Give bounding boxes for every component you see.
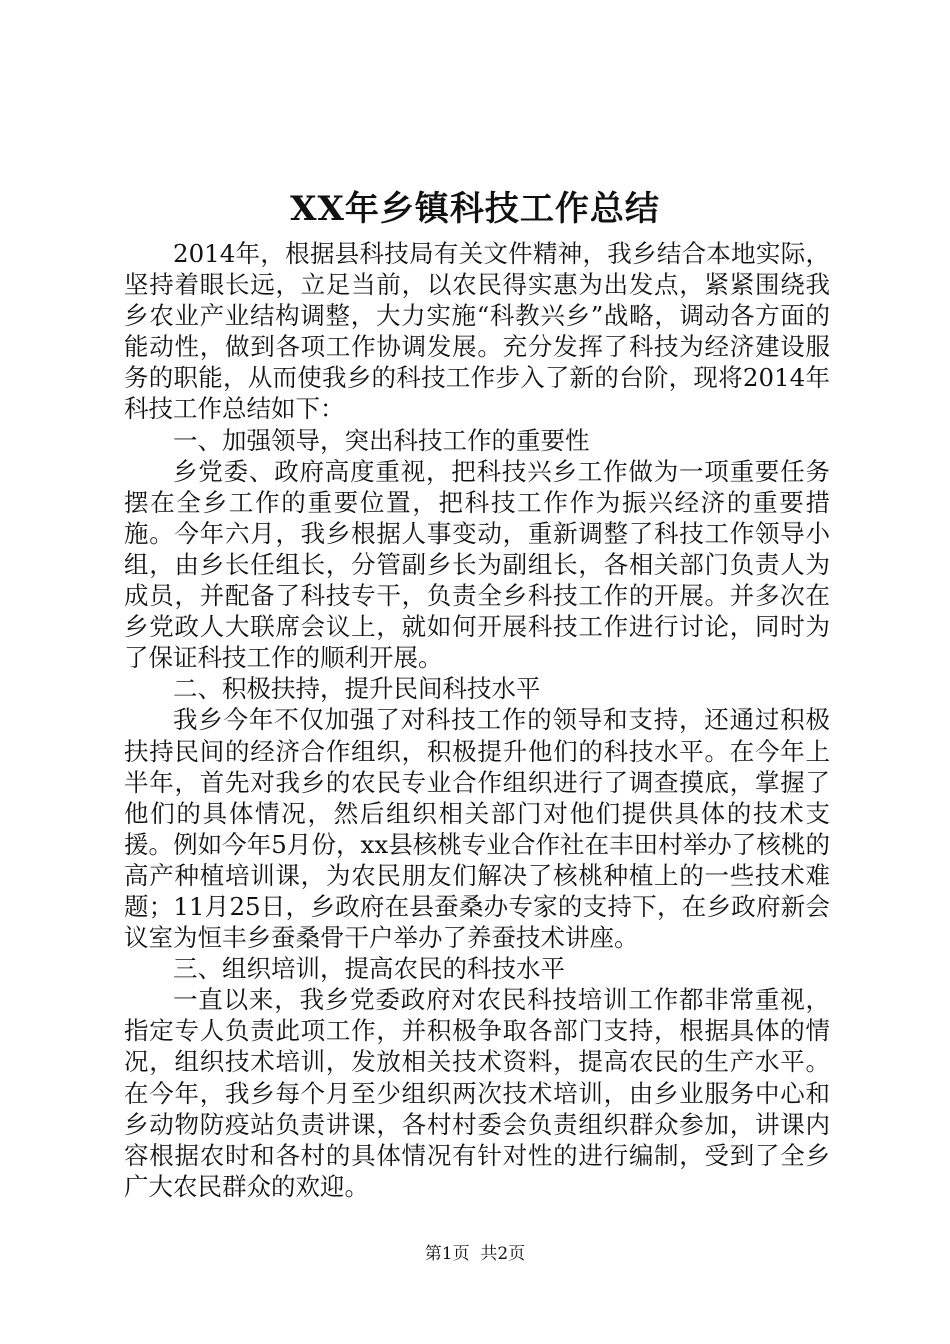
page-number-footer: 第1页 共2页 xyxy=(424,1244,526,1264)
paragraph-section-1: 乡党委、政府高度重视，把科技兴乡工作做为一项重要任务摆在全乡工作的重要位置，把科技工作作为振兴经济的重要措施。今年六月，我乡根据人事变动，重新调整了科技工作领导小组，由乡长任组长，分管副乡长为副组长，各相关部门负责人为成员，并配备了科技专干，负责全乡科技工作的开展。并多次在乡党政人大联席会议上，就如何开展科技工作进行讨论，同时为了保证科技工作的顺利开展。 xyxy=(124,456,830,673)
section-heading-1: 一、加强领导，突出科技工作的重要性 xyxy=(173,425,590,455)
paragraph-section-3: 一直以来，我乡党委政府对农民科技培训工作都非常重视，指定专人负责此项工作，并积极争取各部门支持，根据具体的情况，组织技术培训，发放相关技术资料，提高农民的生产水平。在今年，我乡每个月至少组织两次技术培训，由乡业服务中心和乡动物防疫站负责讲课，各村村委会负责组织群众参加，讲课内容根据农时和各村的具体情况有针对性的进行编制，受到了全乡广大农民群众的欢迎。 xyxy=(124,985,830,1201)
section-heading-3: 三、组织培训，提高农民的科技水平 xyxy=(173,954,565,984)
paragraph-section-2: 我乡今年不仅加强了对科技工作的领导和支持，还通过积极扶持民间的经济合作组织，积极提升他们的科技水平。在今年上半年，首先对我乡的农民专业合作组织进行了调查摸底，掌握了他们的具体情况，然后组织相关部门对他们提供具体的技术支援。例如今年5月份，xx县核桃专业合作社在丰田村举办了核桃的高产种植培训课，为农民朋友们解决了核桃种植上的一些技术难题；11月25日，乡政府在县蚕桑办专家的支持下，在乡政府新会议室为恒丰乡蚕桑骨干户举办了养蚕技术讲座。 xyxy=(124,705,830,953)
document-title: XX年乡镇科技工作总结 xyxy=(290,189,660,229)
document-body xyxy=(124,238,830,1202)
paragraph-intro: 2014年，根据县科技局有关文件精神，我乡结合本地实际，坚持着眼长远，立足当前，以农民得实惠为出发点，紧紧围绕我乡农业产业结构调整，大力实施“科教兴乡”战略，调动各方面的能动性，做到各项工作协调发展。充分发挥了科技为经济建设服务的职能，从而使我乡的科技工作步入了新的台阶，现将2014年科技工作总结如下： xyxy=(124,239,830,424)
section-heading-2: 二、积极扶持，提升民间科技水平 xyxy=(173,674,541,704)
